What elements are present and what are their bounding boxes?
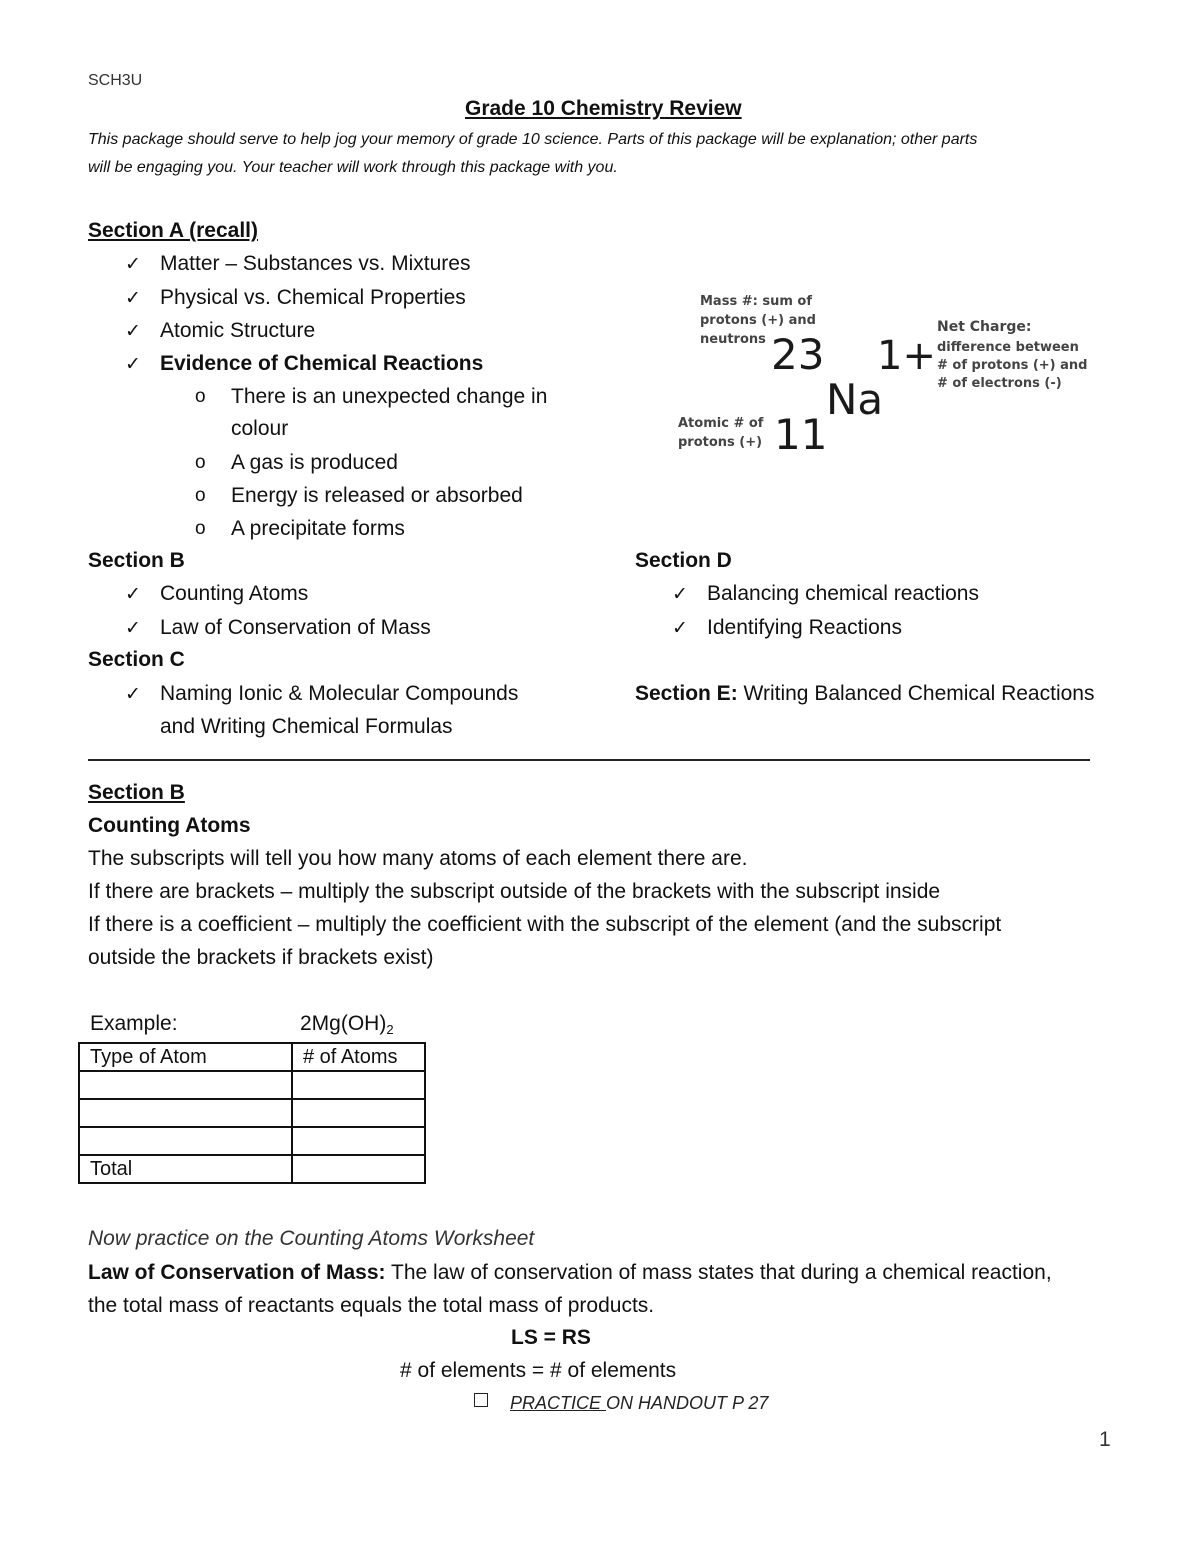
counting-rule-3-cont: outside the brackets if brackets exist): [88, 946, 434, 969]
checkmark-icon: ✓: [125, 288, 141, 309]
law-line-1: [88, 1261, 1052, 1285]
checkmark-icon: ✓: [672, 584, 688, 605]
mass-label-3: neutrons: [700, 332, 766, 347]
practice-link[interactable]: PRACTICE: [510, 1393, 607, 1413]
circle-bullet-icon: o: [195, 485, 206, 506]
section-a-heading: Section A (recall): [88, 219, 258, 242]
law-text-1: The law of conservation of mass states that during a chemical reaction,: [385, 1261, 1052, 1284]
section-c-summary-heading: Section C: [88, 648, 185, 671]
section-c-summary-item-line-1: Naming Ionic & Molecular Compounds: [160, 682, 519, 705]
evidence-item-3: Energy is released or absorbed: [231, 484, 523, 507]
checkmark-icon: ✓: [125, 618, 141, 639]
ls-rs-equation: LS = RS: [511, 1326, 591, 1349]
example-formula-subscript: 2: [386, 1022, 394, 1037]
example-label: Example:: [90, 1012, 178, 1035]
intro-line-1: This package should serve to help jog your memory of grade 10 science. Parts of this package will be explanation; other parts: [88, 131, 978, 148]
circle-bullet-icon: o: [195, 452, 206, 473]
document-title: Grade 10 Chemistry Review: [465, 97, 742, 120]
table-header-type: Type of Atom: [79, 1043, 292, 1071]
section-b-summary-item-1: Counting Atoms: [160, 582, 309, 605]
charge-label-3: # of protons (+) and: [937, 358, 1088, 373]
section-divider: [88, 759, 1090, 761]
section-e-summary-text: Writing Balanced Chemical Reactions: [737, 682, 1095, 705]
section-a-item-4: Evidence of Chemical Reactions: [160, 352, 484, 375]
section-b-summary-heading: Section B: [88, 549, 185, 572]
checkmark-icon: ✓: [672, 618, 688, 639]
element-symbol: Na: [826, 375, 884, 424]
section-d-summary-heading: Section D: [635, 549, 732, 572]
practice-note: Now practice on the Counting Atoms Worksheet: [88, 1227, 535, 1250]
intro-line-2: will be engaging you. Your teacher will work through this package with you.: [88, 159, 618, 176]
mass-label-2: protons (+) and: [700, 313, 816, 328]
table-cell-type[interactable]: [79, 1099, 292, 1127]
course-code: SCH3U: [88, 72, 143, 89]
evidence-item-4: A precipitate forms: [231, 517, 405, 540]
section-d-summary-item-1: Balancing chemical reactions: [707, 582, 979, 605]
checkmark-icon: ✓: [125, 584, 141, 605]
atomic-label-1: Atomic # of: [678, 416, 764, 431]
elements-equation: # of elements = # of elements: [400, 1359, 677, 1382]
checkmark-icon: ✓: [125, 321, 141, 342]
table-cell-type[interactable]: [79, 1071, 292, 1099]
mass-label-1: Mass #: sum of: [700, 294, 812, 309]
section-b-summary-item-2: Law of Conservation of Mass: [160, 616, 431, 639]
counting-atoms-heading: Counting Atoms: [88, 814, 251, 837]
checkmark-icon: ✓: [125, 684, 141, 705]
section-a-item-3: Atomic Structure: [160, 319, 316, 342]
practice-rest: ON HANDOUT P 27: [606, 1393, 769, 1413]
atomic-label-2: protons (+): [678, 435, 763, 450]
law-line-2: the total mass of reactants equals the total mass of products.: [88, 1294, 655, 1317]
atom-count-table: [78, 1042, 426, 1184]
section-e-summary: [635, 682, 1094, 706]
atomic-number: 11: [774, 410, 828, 459]
table-cell-type[interactable]: [79, 1127, 292, 1155]
table-cell-count[interactable]: [292, 1071, 425, 1099]
example-formula: [300, 1012, 394, 1037]
section-d-summary-item-2: Identifying Reactions: [707, 616, 902, 639]
counting-rule-1: The subscripts will tell you how many atoms of each element there are.: [88, 847, 748, 870]
section-a-item-2: Physical vs. Chemical Properties: [160, 286, 466, 309]
table-row: [79, 1127, 425, 1155]
circle-bullet-icon: o: [195, 518, 206, 539]
table-row: [79, 1099, 425, 1127]
counting-rule-2: If there are brackets – multiply the subscript outside of the brackets with the subscript inside: [88, 880, 941, 903]
law-label: Law of Conservation of Mass:: [88, 1261, 386, 1284]
charge-label-2: difference between: [937, 340, 1079, 355]
page-number: 1: [1099, 1428, 1111, 1451]
checkmark-icon: ✓: [125, 254, 141, 275]
practice-instruction: [510, 1393, 768, 1414]
table-cell-count[interactable]: [292, 1127, 425, 1155]
mass-number: 23: [771, 330, 825, 379]
table-total-value[interactable]: [292, 1155, 425, 1183]
counting-rule-3: If there is a coefficient – multiply the coefficient with the subscript of the element (and the subscript: [88, 913, 1002, 936]
evidence-item-1: There is an unexpected change in: [231, 385, 548, 408]
section-c-summary-item-line-2: and Writing Chemical Formulas: [160, 715, 453, 738]
table-row: [79, 1071, 425, 1099]
section-b-heading: Section B: [88, 781, 185, 804]
section-a-item-1: Matter – Substances vs. Mixtures: [160, 252, 471, 275]
table-header-row: [79, 1043, 425, 1071]
checkmark-icon: ✓: [125, 354, 141, 375]
circle-bullet-icon: o: [195, 386, 206, 407]
net-charge: 1+: [877, 333, 936, 379]
table-total-row: [79, 1155, 425, 1183]
table-header-count: # of Atoms: [292, 1043, 425, 1071]
section-e-summary-heading: Section E:: [635, 682, 738, 705]
checkbox-icon[interactable]: [474, 1393, 488, 1407]
charge-label-1: Net Charge:: [937, 319, 1032, 335]
evidence-item-2: A gas is produced: [231, 451, 398, 474]
evidence-item-1-cont: colour: [231, 417, 289, 440]
example-formula-main: 2Mg(OH): [300, 1012, 387, 1035]
charge-label-4: # of electrons (-): [937, 376, 1062, 391]
table-cell-count[interactable]: [292, 1099, 425, 1127]
table-total-label: Total: [79, 1155, 292, 1183]
